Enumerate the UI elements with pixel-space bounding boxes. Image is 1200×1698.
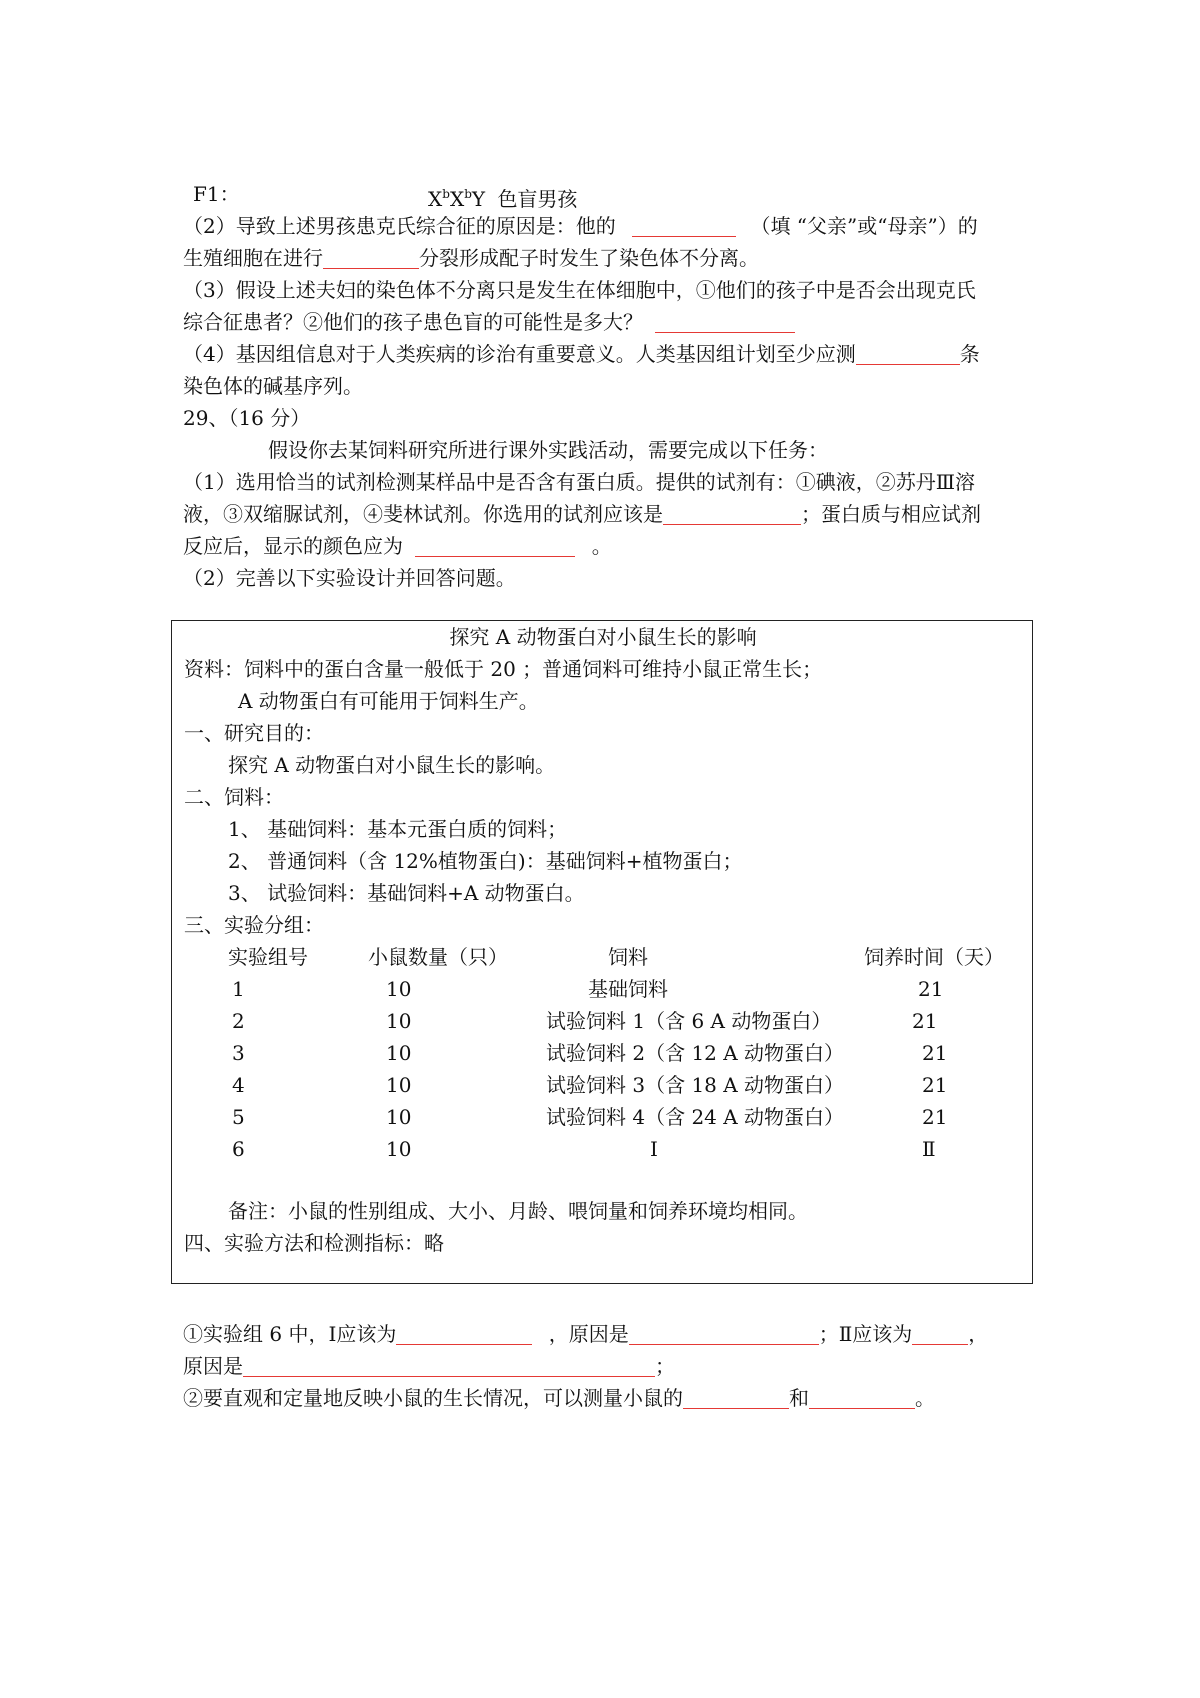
- box-note: 备注：小鼠的性别组成、大小、月龄、喂饲量和饲养环境均相同。: [228, 1199, 808, 1223]
- answer-blank-measure-1[interactable]: [683, 1388, 789, 1409]
- section-3-heading: 三、实验分组：: [184, 913, 324, 937]
- answer-blank-division[interactable]: [323, 248, 419, 269]
- genotype-y: Y: [471, 187, 486, 211]
- q3-text-a: （3）假设上述夫妇的染色体不分离只是发生在体细胞中，①他们的孩子中是否会出现克氏: [183, 278, 976, 302]
- answer-text-2a: 原因是: [183, 1354, 243, 1378]
- q29-p1-text-a: （1）选用恰当的试剂检测某样品中是否含有蛋白质。提供的试剂有：①碘液，②苏丹Ⅲ溶: [183, 470, 976, 494]
- answer-line-3: [183, 1386, 935, 1410]
- section-2-heading: 二、饲料：: [184, 785, 284, 809]
- q3-line-1: [183, 278, 976, 302]
- table-row-5-count: 10: [386, 1105, 412, 1129]
- q29-p1-line-1: [183, 470, 975, 494]
- box-info-1: 资料：饲料中的蛋白含量一般低于 20 ；普通饲料可维持小鼠正常生长；: [184, 657, 823, 681]
- table-row-3-feed: 试验饲料 2（含 12 A 动物蛋白）: [546, 1041, 845, 1065]
- q29-p1-line-3: [183, 534, 612, 558]
- q29-p1-text-d: 反应后，显示的颜色应为: [183, 534, 403, 558]
- q29-header: [183, 406, 310, 430]
- table-row-1-feed: 基础饲料: [588, 977, 668, 1001]
- section-4-heading: 四、实验方法和检测指标：略: [184, 1231, 444, 1255]
- q2-line-1: [183, 214, 978, 238]
- q29-intro: [268, 438, 828, 462]
- answer-text-3c: 。: [915, 1386, 935, 1410]
- table-row-1-count: 10: [386, 977, 412, 1001]
- q29-p2: [183, 566, 516, 590]
- genotype-x2: X: [449, 187, 465, 211]
- table-row-2-count: 10: [386, 1009, 412, 1033]
- table-row-4-feed: 试验饲料 3（含 18 A 动物蛋白）: [546, 1073, 845, 1097]
- answer-text-3b: 和: [789, 1386, 809, 1410]
- table-row-5-days: 21: [922, 1105, 948, 1129]
- answer-text-3a: ②要直观和定量地反映小鼠的生长情况，可以测量小鼠的: [183, 1386, 683, 1410]
- answer-blank-i[interactable]: [396, 1324, 532, 1345]
- q2-text-d: 分裂形成配子时发生了染色体不分离。: [419, 246, 759, 270]
- table-row-2-days: 21: [912, 1009, 938, 1033]
- q29-p1-text-b: 液，③双缩脲试剂，④斐林试剂。你选用的试剂应该是: [183, 502, 663, 526]
- answer-blank-ii[interactable]: [912, 1324, 968, 1345]
- q29-p1-text-c: ；蛋白质与相应试剂: [801, 502, 981, 526]
- section-1-text: 探究 A 动物蛋白对小鼠生长的影响。: [228, 753, 556, 777]
- q29-p1-line-2: [183, 502, 981, 526]
- feed-item-2: 2、 普通饲料（含 12%植物蛋白)：基础饲料+植物蛋白；: [228, 849, 743, 873]
- genotype-x1: X: [428, 187, 443, 211]
- q3-text-b: 综合征患者？②他们的孩子患色盲的可能性是多大？: [183, 310, 643, 334]
- q29-p2-text: （2）完善以下实验设计并回答问题。: [183, 566, 516, 590]
- table-header-count: 小鼠数量（只）: [368, 945, 508, 969]
- answer-text-1d: ，: [968, 1322, 989, 1346]
- feed-item-3: 3、 试验饲料：基础饲料+A 动物蛋白。: [228, 881, 585, 905]
- answer-blank-color[interactable]: [415, 536, 575, 557]
- genotype-sup-b1: b: [442, 187, 450, 201]
- table-row-1-group: 1: [232, 977, 245, 1001]
- answer-text-1a: ①实验组 6 中，Ⅰ应该为: [183, 1322, 397, 1346]
- answer-text-1b: ，原因是: [548, 1322, 629, 1346]
- table-row-4-days: 21: [922, 1073, 948, 1097]
- table-row-2-feed: 试验饲料 1（含 6 A 动物蛋白）: [546, 1009, 832, 1033]
- box-info-2: A 动物蛋白有可能用于饲料生产。: [238, 689, 539, 713]
- table-row-3-days: 21: [922, 1041, 948, 1065]
- q2-text-b: （填 “父亲”或“母亲”）的: [750, 214, 978, 238]
- q29-p1-text-e: 。: [591, 534, 612, 558]
- f1-line: [193, 182, 240, 206]
- table-row-5-feed: 试验饲料 4（含 24 A 动物蛋白）: [546, 1105, 845, 1129]
- answer-blank-q3[interactable]: [655, 312, 795, 333]
- q29-intro-text: 假设你去某饲料研究所进行课外实践活动，需要完成以下任务：: [268, 438, 828, 462]
- table-header-days: 饲养时间（天）: [864, 945, 1004, 969]
- table-row-6-days: Ⅱ: [922, 1137, 936, 1161]
- table-row-6-feed: Ⅰ: [650, 1137, 658, 1161]
- q4-text-b: 条: [959, 342, 980, 366]
- q4-line-2: [183, 374, 363, 398]
- q2-text-a: （2）导致上述男孩患克氏综合征的原因是：他的: [183, 214, 616, 238]
- table-row-4-group: 4: [232, 1073, 245, 1097]
- box-title: 探究 A 动物蛋白对小鼠生长的影响: [449, 625, 757, 649]
- q3-line-2: [183, 310, 795, 334]
- q29-header-text: 29、（16 分）: [183, 406, 311, 430]
- q4-text-c: 染色体的碱基序列。: [183, 374, 363, 398]
- table-row-1-days: 21: [918, 977, 944, 1001]
- q2-line-2: [183, 246, 759, 270]
- answer-blank-ii-reason[interactable]: [243, 1356, 655, 1377]
- f1-label: F1：: [193, 182, 240, 206]
- table-row-6-count: 10: [386, 1137, 412, 1161]
- section-1-heading: 一、研究目的：: [184, 721, 324, 745]
- q4-line-1: [183, 342, 980, 366]
- table-row-3-group: 3: [232, 1041, 245, 1065]
- table-row-3-count: 10: [386, 1041, 412, 1065]
- table-row-6-group: 6: [232, 1137, 245, 1161]
- q2-text-c: 生殖细胞在进行: [183, 246, 323, 270]
- table-row-4-count: 10: [386, 1073, 412, 1097]
- answer-line-2: [183, 1354, 675, 1378]
- answer-blank-i-reason[interactable]: [629, 1324, 819, 1345]
- genotype-sup-b2: b: [464, 187, 472, 201]
- answer-blank-measure-2[interactable]: [809, 1388, 915, 1409]
- table-row-2-group: 2: [232, 1009, 245, 1033]
- answer-text-2b: ；: [655, 1354, 675, 1378]
- q4-text-a: （4）基因组信息对于人类疾病的诊治有重要意义。人类基因组计划至少应测: [183, 342, 856, 366]
- table-header-group: 实验组号: [228, 945, 308, 969]
- answer-text-1c: ；Ⅱ应该为: [818, 1322, 913, 1346]
- answer-blank-reagent[interactable]: [663, 504, 801, 525]
- table-header-feed: 饲料: [608, 945, 648, 969]
- answer-line-1: [183, 1322, 988, 1346]
- genotype-line: [428, 182, 577, 211]
- feed-item-1: 1、 基础饲料：基本元蛋白质的饲料；: [228, 817, 568, 841]
- experiment-box: [171, 620, 1033, 1284]
- answer-blank-parent[interactable]: [632, 216, 736, 237]
- table-row-5-group: 5: [232, 1105, 245, 1129]
- genotype-desc: 色盲男孩: [497, 187, 578, 211]
- answer-blank-chromosomes[interactable]: [856, 344, 960, 365]
